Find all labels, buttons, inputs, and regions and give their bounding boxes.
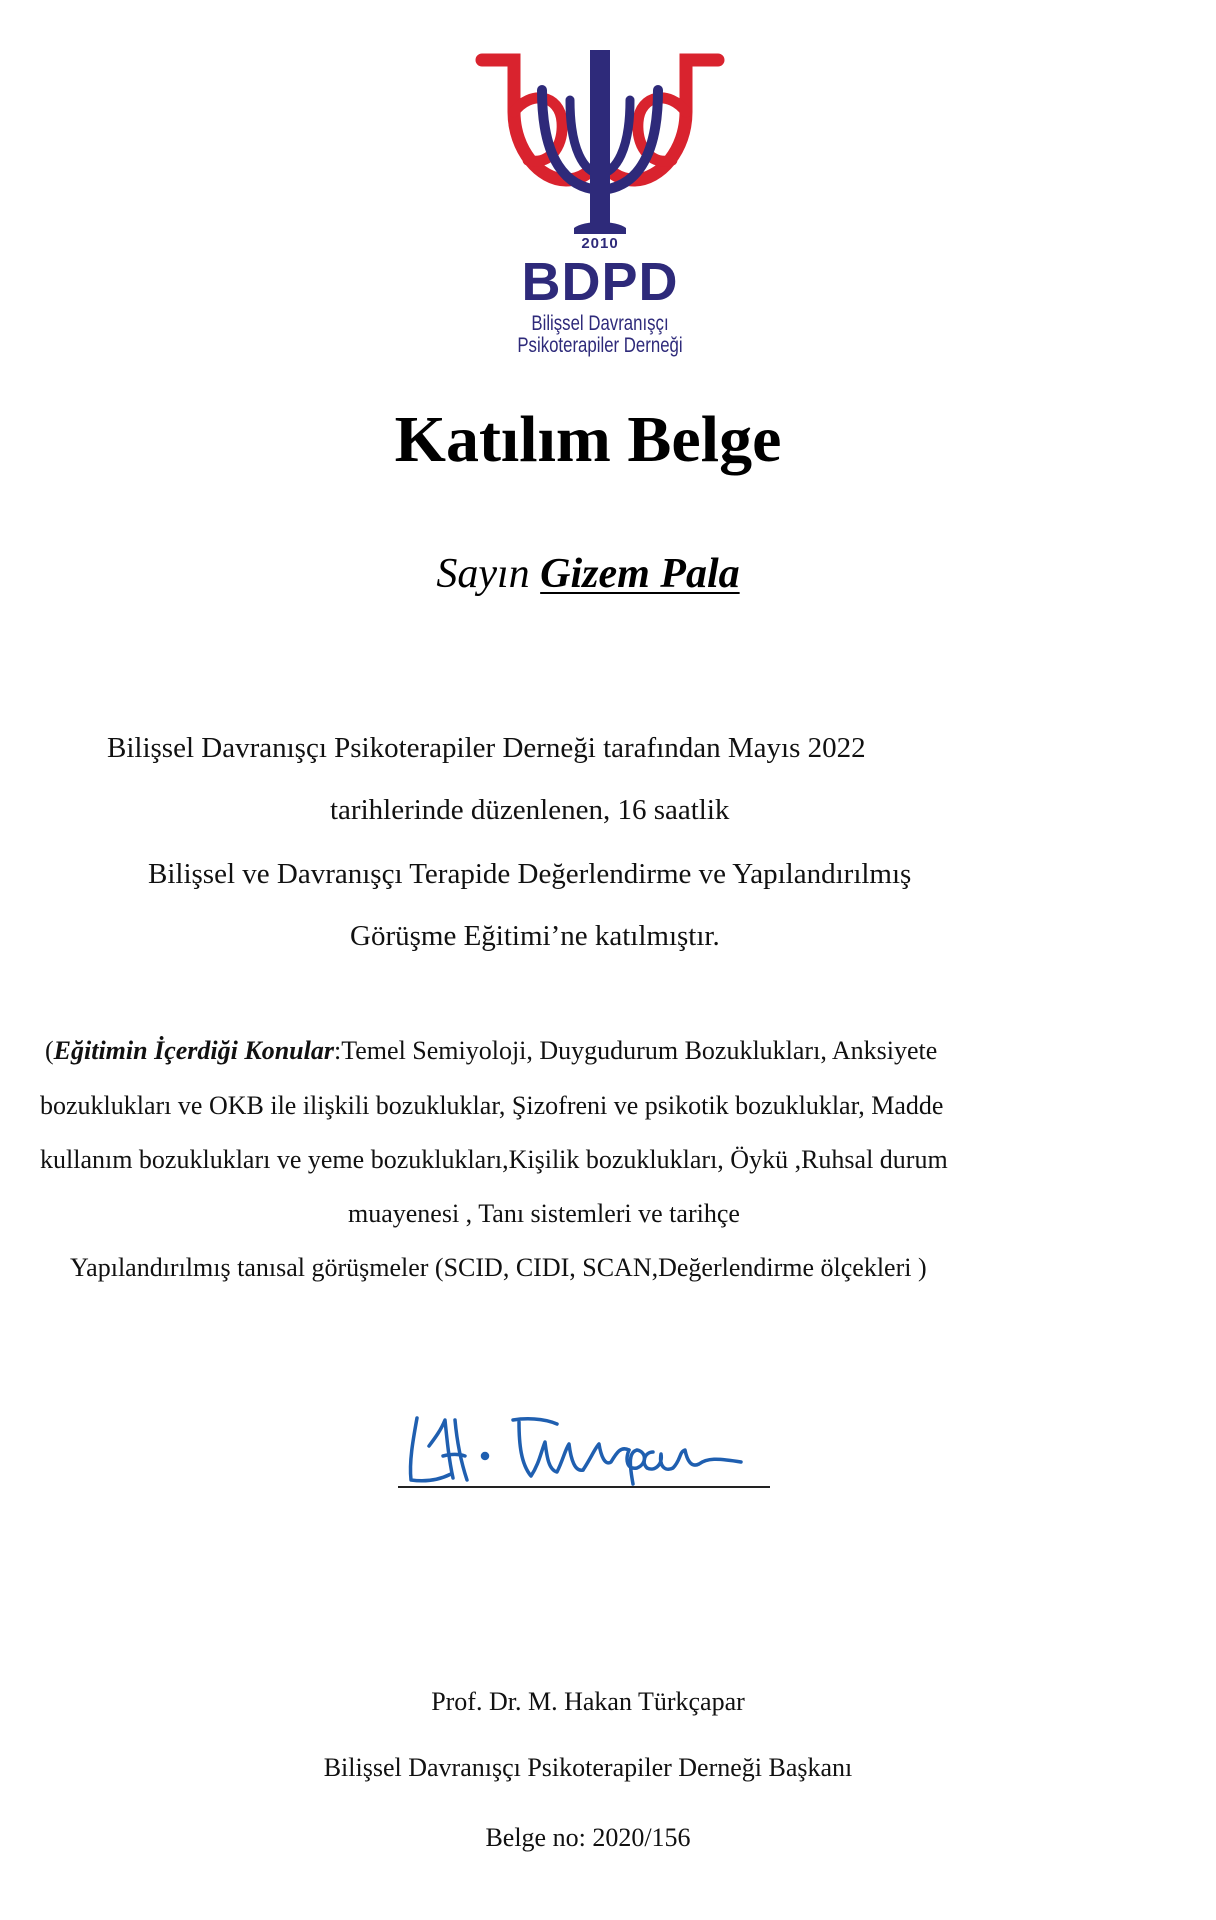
signatory-name: Prof. Dr. M. Hakan Türkçapar	[431, 1687, 745, 1716]
topics-line-2: bozuklukları ve OKB ile ilişkili bozukluklar, Şizofreni ve psikotik bozukluklar, Madde	[40, 1091, 944, 1120]
topics-open-paren: (	[45, 1036, 54, 1065]
topics-line-3: kullanım bozuklukları ve yeme bozuklukları,Kişilik bozuklukları, Öykü ,Ruhsal durum	[40, 1145, 948, 1174]
psi-logo-icon	[470, 50, 730, 250]
body-line-4: Görüşme Eğitimi’ne katılmıştır.	[350, 920, 720, 952]
signature-line	[398, 1486, 770, 1488]
topics-line-1-text: :Temel Semiyoloji, Duygudurum Bozuklukları, Anksiyete	[333, 1036, 938, 1065]
salutation	[0, 548, 1176, 600]
body-line-1: Bilişsel Davranışçı Psikoterapiler Derneği tarafından Mayıs 2022	[107, 732, 866, 764]
topics-line-4: muayenesi , Tanı sistemleri ve tarihçe	[348, 1199, 740, 1228]
signature-graphic	[395, 1400, 775, 1490]
logo-abbreviation: BDPD	[521, 252, 679, 312]
recipient-name: Gizem Pala	[540, 551, 740, 597]
body-line-2: tarihlerinde düzenlenen, 16 saatlik	[330, 794, 730, 826]
logo-name-line1: Bilişsel Davranışçı	[531, 312, 669, 335]
salutation-prefix: Sayın	[436, 551, 530, 597]
topics-line-5: Yapılandırılmış tanısal görüşmeler (SCID, CIDI, SCAN,Değerlendirme ölçekleri )	[70, 1253, 927, 1282]
logo-name-line2: Psikoterapiler Derneği	[517, 334, 683, 357]
certificate-number: Belge no: 2020/156	[485, 1823, 691, 1852]
topics-label: Eğitimin İçerdiği Konular	[53, 1036, 334, 1065]
certificate-title: Katılım Belge	[394, 403, 782, 476]
association-logo	[470, 50, 730, 360]
logo-year: 2010	[581, 235, 619, 252]
body-line-3: Bilişsel ve Davranışçı Terapide Değerlendirme ve Yapılandırılmış	[148, 858, 912, 890]
signatory-position: Bilişsel Davranışçı Psikoterapiler Derneği Başkanı	[323, 1753, 853, 1782]
topics-line-1	[45, 1035, 937, 1067]
